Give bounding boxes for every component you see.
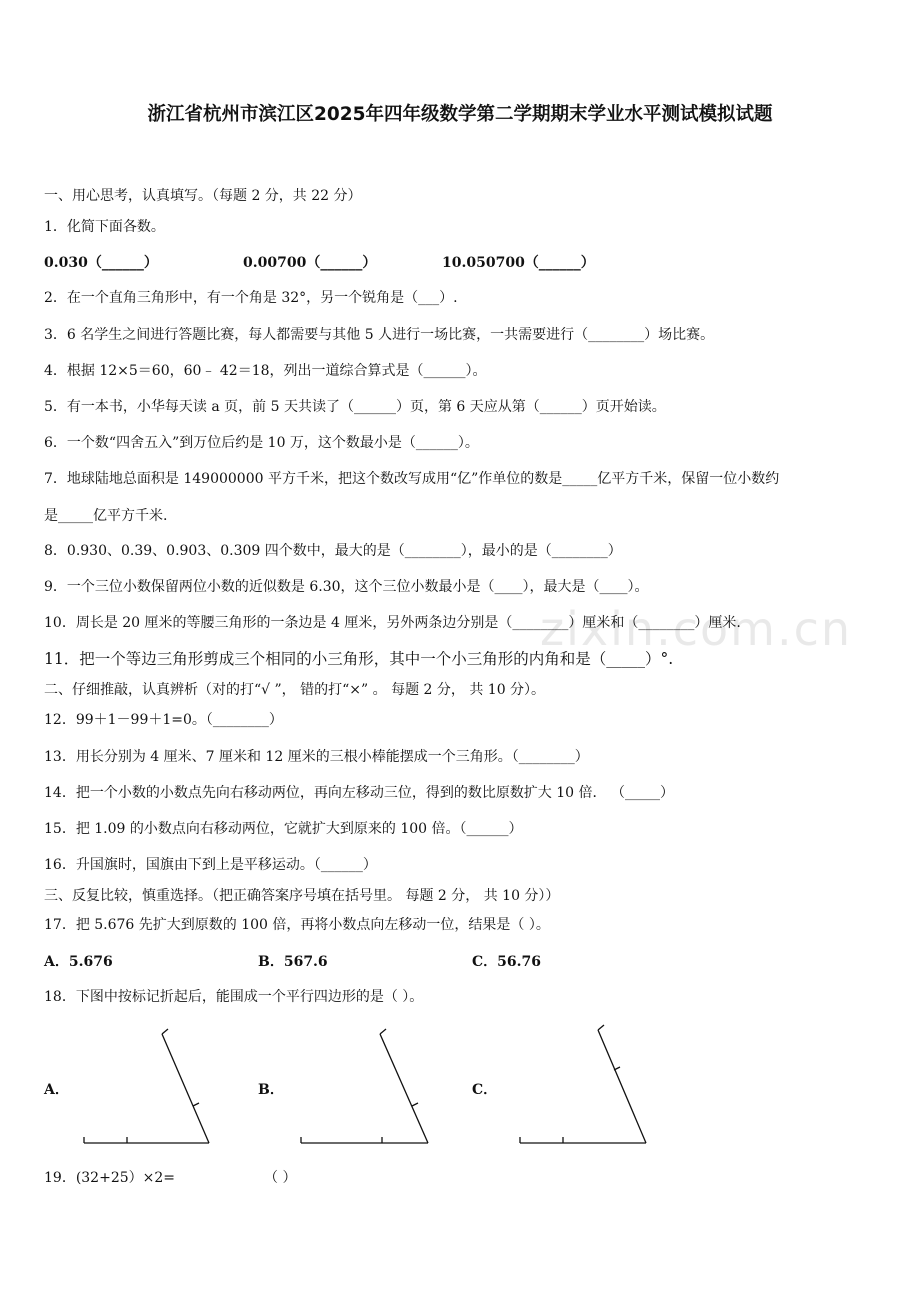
q1-item-3: 10.050700（______） [442, 255, 595, 271]
question-13: 13．用长分别为 4 厘米、7 厘米和 12 厘米的三根小棒能摆成一个三角形。（________） [44, 749, 589, 765]
question-1: 1．化简下面各数。 [44, 219, 165, 235]
question-10: 10．周长是 20 厘米的等腰三角形的一条边是 4 厘米，另外两条边分别是（________）厘米和（________）厘米. [44, 615, 741, 631]
question-8: 8．0.930、0.39、0.903、0.309 四个数中，最大的是（________），最小的是（________） [44, 543, 622, 559]
question-19: 19．(32+25）×2= [44, 1170, 176, 1186]
question-11: 11．把一个等边三角形剪成三个相同的小三角形，其中一个小三角形的内角和是（_____）°. [44, 650, 674, 668]
question-17: 17．把 5.676 先扩大到原数的 100 倍，再将小数点向左移动一位，结果是（ ）。 [44, 917, 550, 933]
question-7-line-1: 7．地球陆地总面积是 149000000 平方千米，把这个数改写成用“亿”作单位的数是_____亿平方千米，保留一位小数约 [44, 471, 780, 487]
question-6: 6．一个数“四舍五入”到万位后约是 10 万，这个数最小是（______）。 [44, 435, 479, 451]
question-3: 3．6 名学生之间进行答题比赛，每人都需要与其他 5 人进行一场比赛，一共需要进行（________）场比赛。 [44, 327, 715, 343]
question-14: 14．把一个小数的小数点先向右移动两位，再向左移动三位，得到的数比原数扩大 10 倍． （_____） [44, 785, 674, 801]
question-2: 2．在一个直角三角形中，有一个角是 32°，另一个锐角是（___）. [44, 290, 458, 306]
q18-figure-c [517, 1020, 651, 1148]
q18-figure-b [298, 1024, 432, 1148]
q18-label-c: C． [472, 1082, 498, 1098]
q17-option-a: A．5.676 [44, 954, 113, 970]
section-1-heading: 一、用心思考，认真填写。（每题 2 分，共 22 分） [44, 188, 362, 204]
question-16: 16．升国旗时，国旗由下到上是平移运动。（______） [44, 857, 377, 873]
q18-label-b: B． [258, 1082, 284, 1098]
question-12: 12．99＋1－99＋1=0。（________） [44, 712, 283, 728]
question-15: 15．把 1.09 的小数点向右移动两位，它就扩大到原来的 100 倍。（______） [44, 821, 523, 837]
question-4: 4．根据 12×5＝60，60﹣ 42＝18，列出一道综合算式是（______）。 [44, 363, 487, 379]
section-3-heading: 三、反复比较，慎重选择。（把正确答案序号填在括号里。 每题 2 分， 共 10 分）） [44, 888, 560, 904]
question-18: 18．下图中按标记折起后，能围成一个平行四边形的是（ ）。 [44, 989, 424, 1005]
page-title: 浙江省杭州市滨江区2025年四年级数学第二学期期末学业水平测试模拟试题 [147, 104, 773, 125]
question-5: 5．有一本书，小华每天读 a 页，前 5 天共读了（______）页，第 6 天应从第（______）页开始读。 [44, 399, 666, 415]
q17-option-b: B．567.6 [258, 954, 328, 970]
q1-item-1: 0.030（______） [44, 255, 158, 271]
q1-item-2: 0.00700（______） [243, 255, 377, 271]
question-7-line-2: 是_____亿平方千米. [44, 508, 168, 524]
question-9: 9．一个三位小数保留两位小数的近似数是 6.30，这个三位小数最小是（____），最大是（____）。 [44, 579, 649, 595]
q18-label-a: A． [44, 1082, 69, 1098]
q17-option-c: C．56.76 [472, 954, 541, 970]
q19-answer-blank: （ ） [264, 1170, 297, 1186]
watermark: zixin.com.cn [540, 602, 853, 656]
q18-figure-a [82, 1024, 214, 1148]
section-2-heading: 二、仔细推敲，认真辨析（对的打“√ ”， 错的打“×” 。 每题 2 分， 共 10 分）。 [44, 682, 546, 698]
